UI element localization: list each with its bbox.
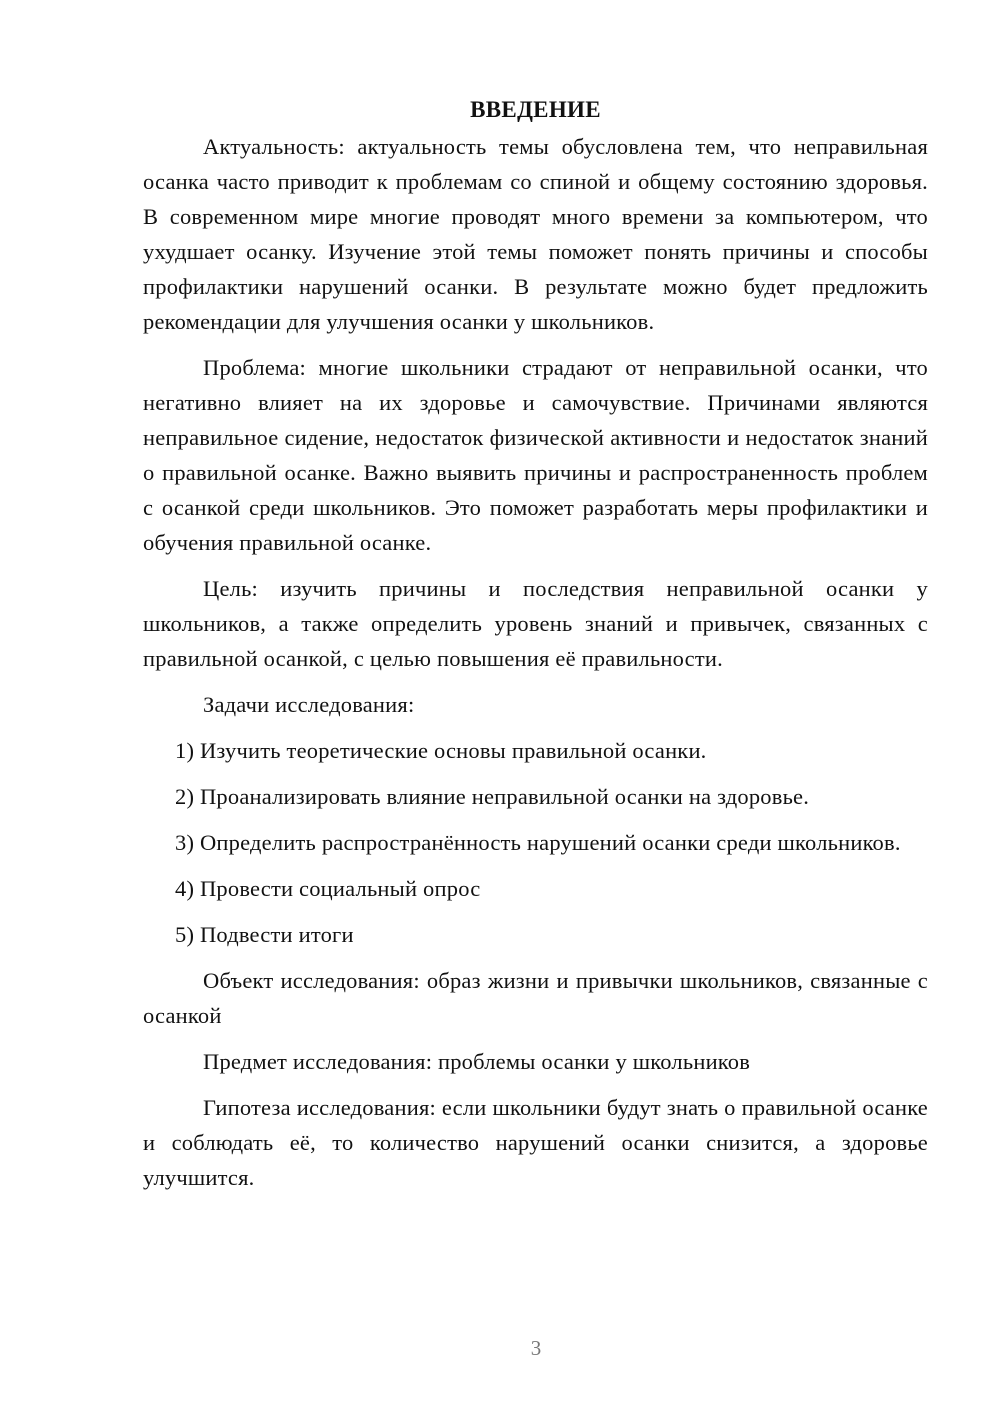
task-item-4: 4) Провести социальный опрос: [175, 876, 481, 901]
page-content: [143, 92, 928, 1206]
paragraph-subject: Предмет исследования: проблемы осанки у школьников: [203, 1049, 751, 1074]
paragraph-hypothesis: Гипотеза исследования: если школьники будут знать о правильной осанке и соблюдать её, то количество нарушений осанки снизится, а здоровье улучшится.: [143, 1095, 928, 1190]
paragraph-problem: Проблема: многие школьники страдают от неправильной осанки, что негативно влияет на их здоровье и самочувствие. Причинами являются неправильное сидение, недостаток физической активности и недостаток знаний о правильной осанке. Важно выявить причины и распространенность проблем с осанкой среди школьников. Это поможет разработать меры профилактики и обучения правильной осанке.: [143, 355, 928, 555]
paragraph-object: Объект исследования: образ жизни и привычки школьников, связанные с осанкой: [143, 968, 928, 1028]
task-item-1: 1) Изучить теоретические основы правильной осанки.: [175, 738, 707, 763]
task-item-5: 5) Подвести итоги: [175, 922, 354, 947]
task-item-3: 3) Определить распространённость нарушений осанки среди школьников.: [175, 830, 901, 855]
task-item-2: 2) Проанализировать влияние неправильной осанки на здоровье.: [175, 784, 810, 809]
section-heading: ВВЕДЕНИЕ: [470, 97, 601, 122]
tasks-title: Задачи исследования:: [203, 692, 415, 717]
paragraph-goal: Цель: изучить причины и последствия неправильной осанки у школьников, а также определить уровень знаний и привычек, связанных с правильной осанкой, с целью повышения её правильности.: [143, 576, 928, 671]
page-number: 3: [530, 1336, 542, 1360]
paragraph-relevance: Актуальность: актуальность темы обусловлена тем, что неправильная осанка часто приводит к проблемам со спиной и общему состоянию здоровья. В современном мире многие проводят много времени за компьютером, что ухудшает осанку. Изучение этой темы поможет понять причины и способы профилактики нарушений осанки. В результате можно будет предложить рекомендации для улучшения осанки у школьников.: [143, 134, 928, 334]
